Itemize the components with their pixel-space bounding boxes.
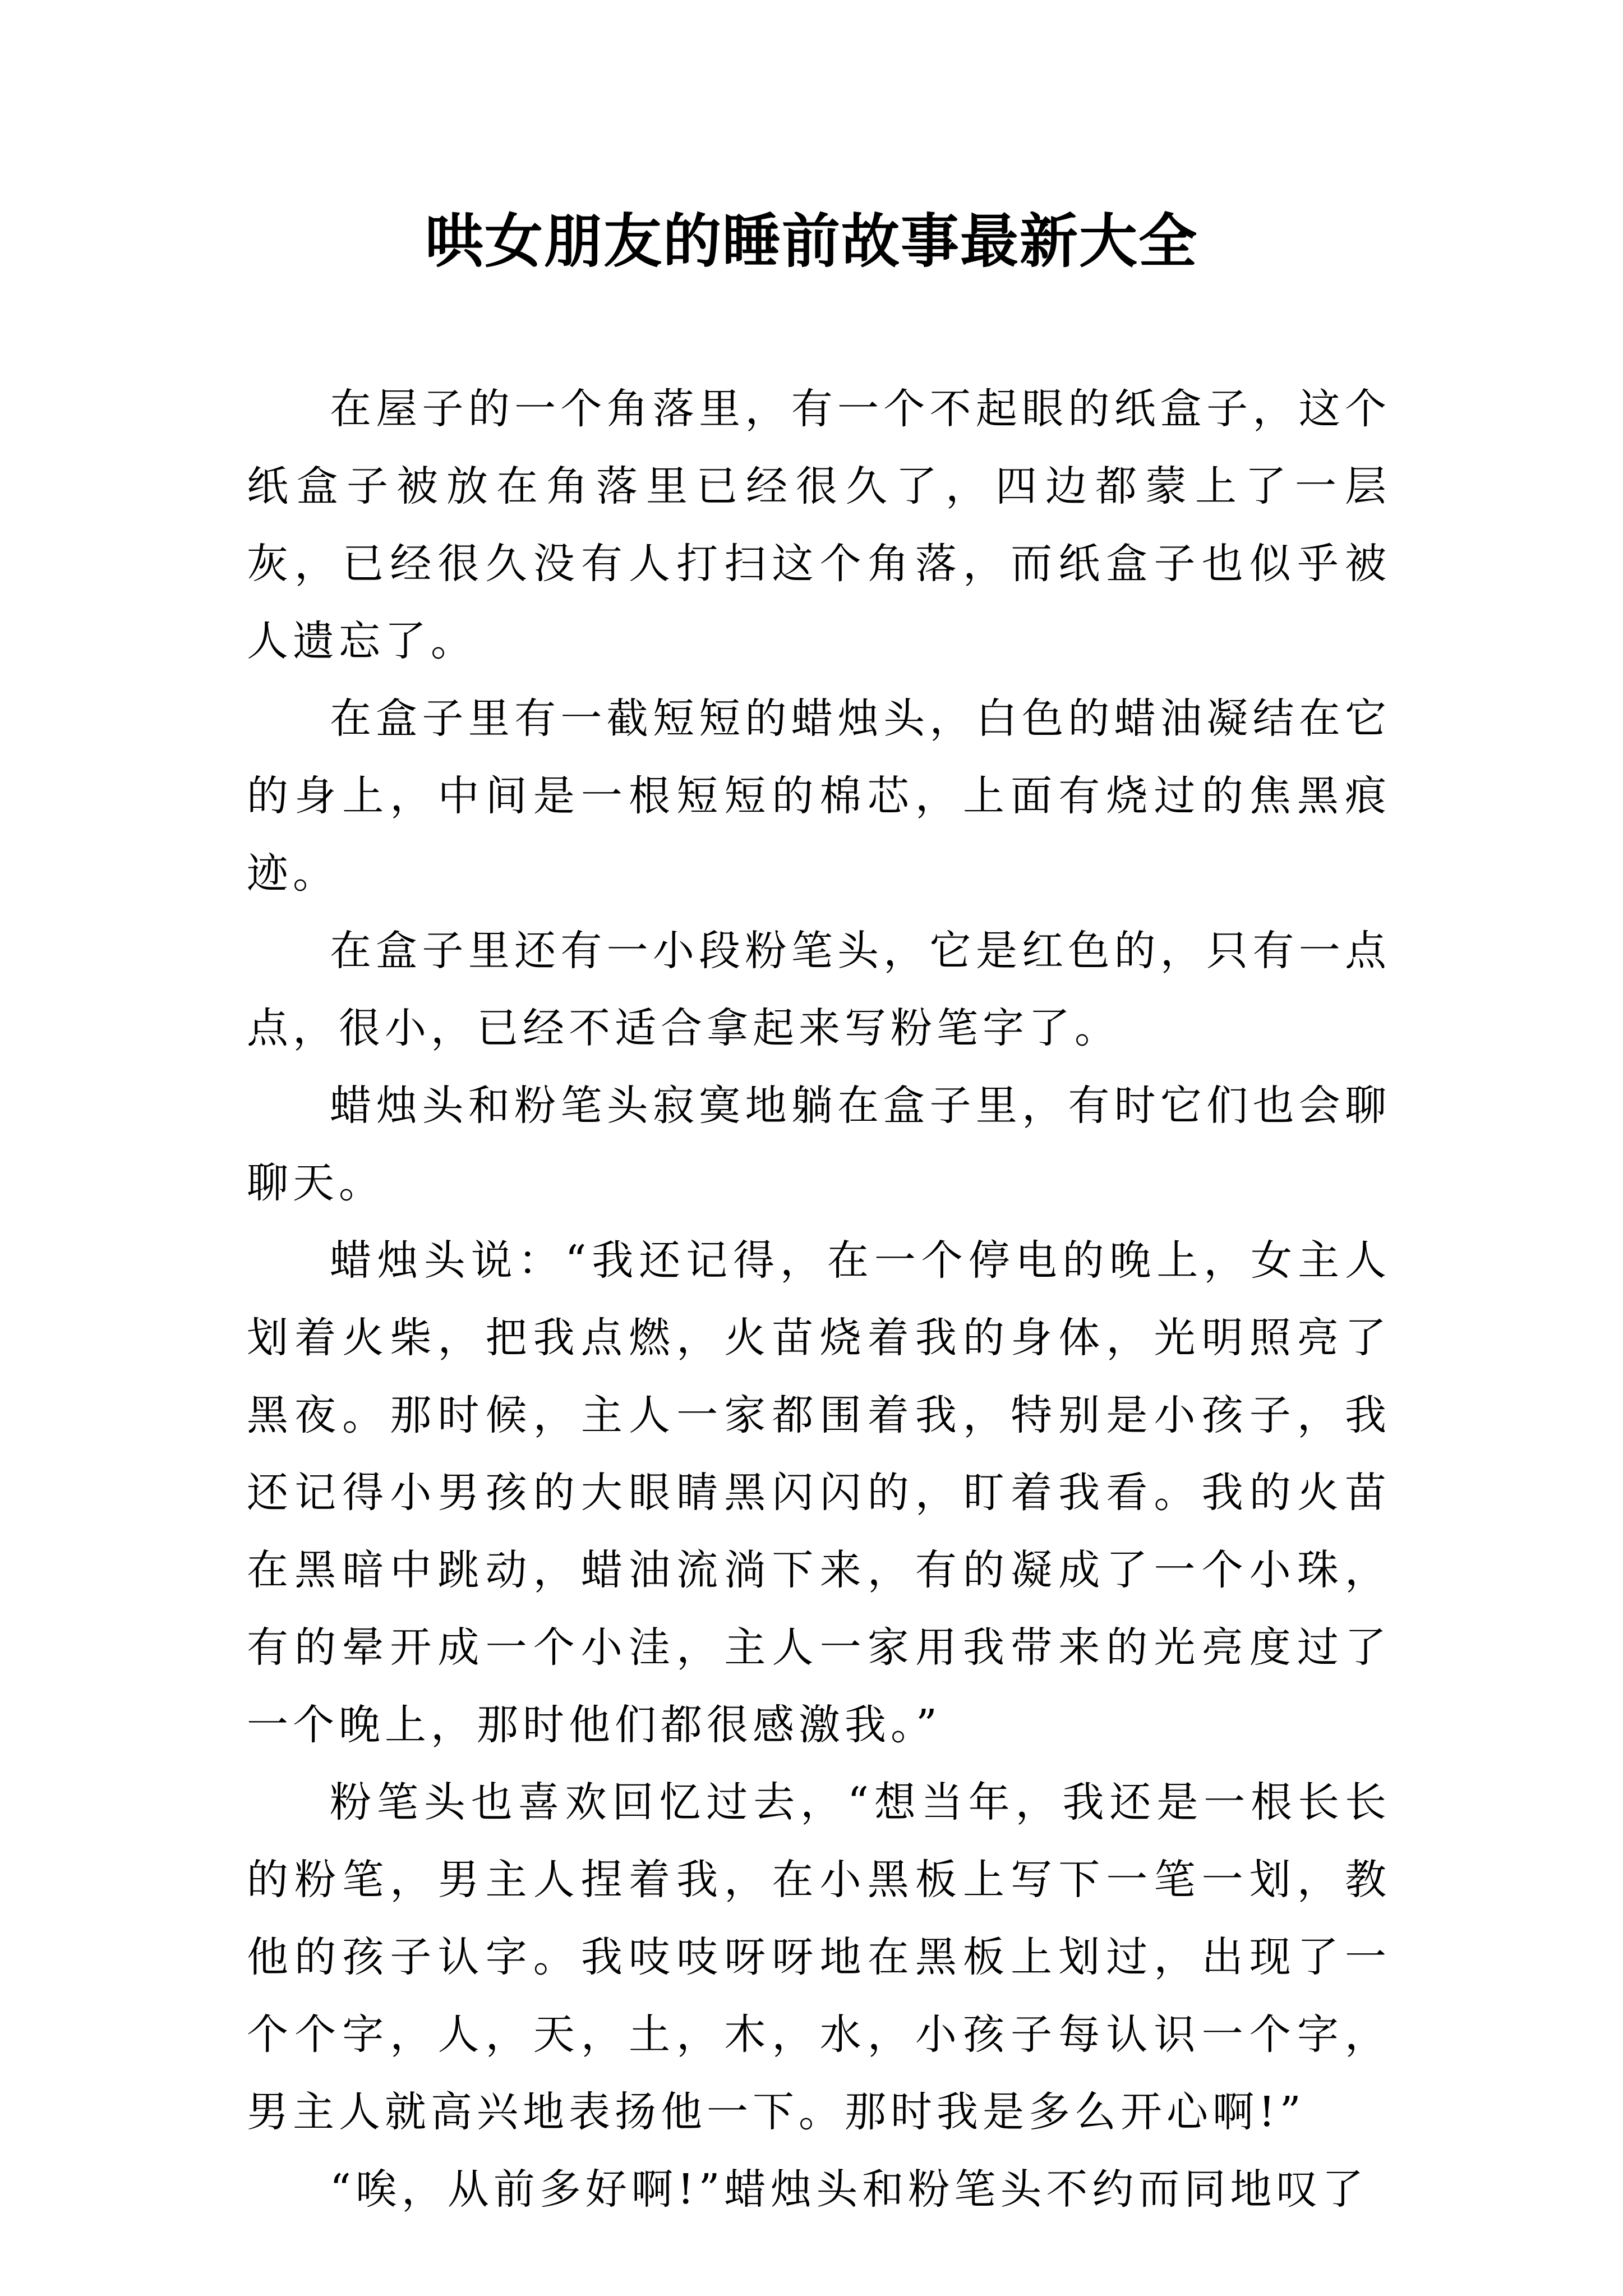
paragraph: 在屋子的一个角落里，有一个不起眼的纸盒子，这个纸盒子被放在角落里已经很久了，四边都蒙上了一层灰，已经很久没有人打扫这个角落，而纸盒子也似乎被人遗忘了。 bbox=[247, 385, 1391, 665]
paragraph: 在盒子里还有一小段粉笔头，它是红色的，只有一点点，很小，已经不适合拿起来写粉笔字了。 bbox=[247, 927, 1391, 1052]
document-body bbox=[247, 370, 1391, 2228]
paragraph: 蜡烛头说：“我还记得，在一个停电的晚上，女主人划着火柴，把我点燃，火苗烧着我的身体，光明照亮了黑夜。那时候，主人一家都围着我，特别是小孩子，我还记得小男孩的大眼睛黑闪闪的，盯着我看。我的火苗在黑暗中跳动，蜡油流淌下来，有的凝成了一个小珠，有的晕开成一个小洼，主人一家用我带来的光亮度过了一个晚上，那时他们都很感激我。” bbox=[247, 1236, 1391, 1749]
paragraph: 粉笔头也喜欢回忆过去，“想当年，我还是一根长长的粉笔，男主人捏着我，在小黑板上写下一笔一划，教他的孩子认字。我吱吱呀呀地在黑板上划过，出现了一个个字，人，天，土，木，水，小孩子每认识一个字，男主人就高兴地表扬他一下。那时我是多么开心啊!” bbox=[247, 1778, 1391, 2136]
paragraph: “唉，从前多好啊!”蜡烛头和粉笔头不约而同地叹了 bbox=[330, 2165, 1368, 2214]
paragraph: 在盒子里有一截短短的蜡烛头，白色的蜡油凝结在它的身上，中间是一根短短的棉芯，上面有烧过的焦黑痕迹。 bbox=[247, 694, 1391, 898]
document-title: 哄女朋友的睡前故事最新大全 bbox=[425, 206, 1198, 275]
paragraph: 蜡烛头和粉笔头寂寞地躺在盒子里，有时它们也会聊聊天。 bbox=[247, 1082, 1391, 1207]
